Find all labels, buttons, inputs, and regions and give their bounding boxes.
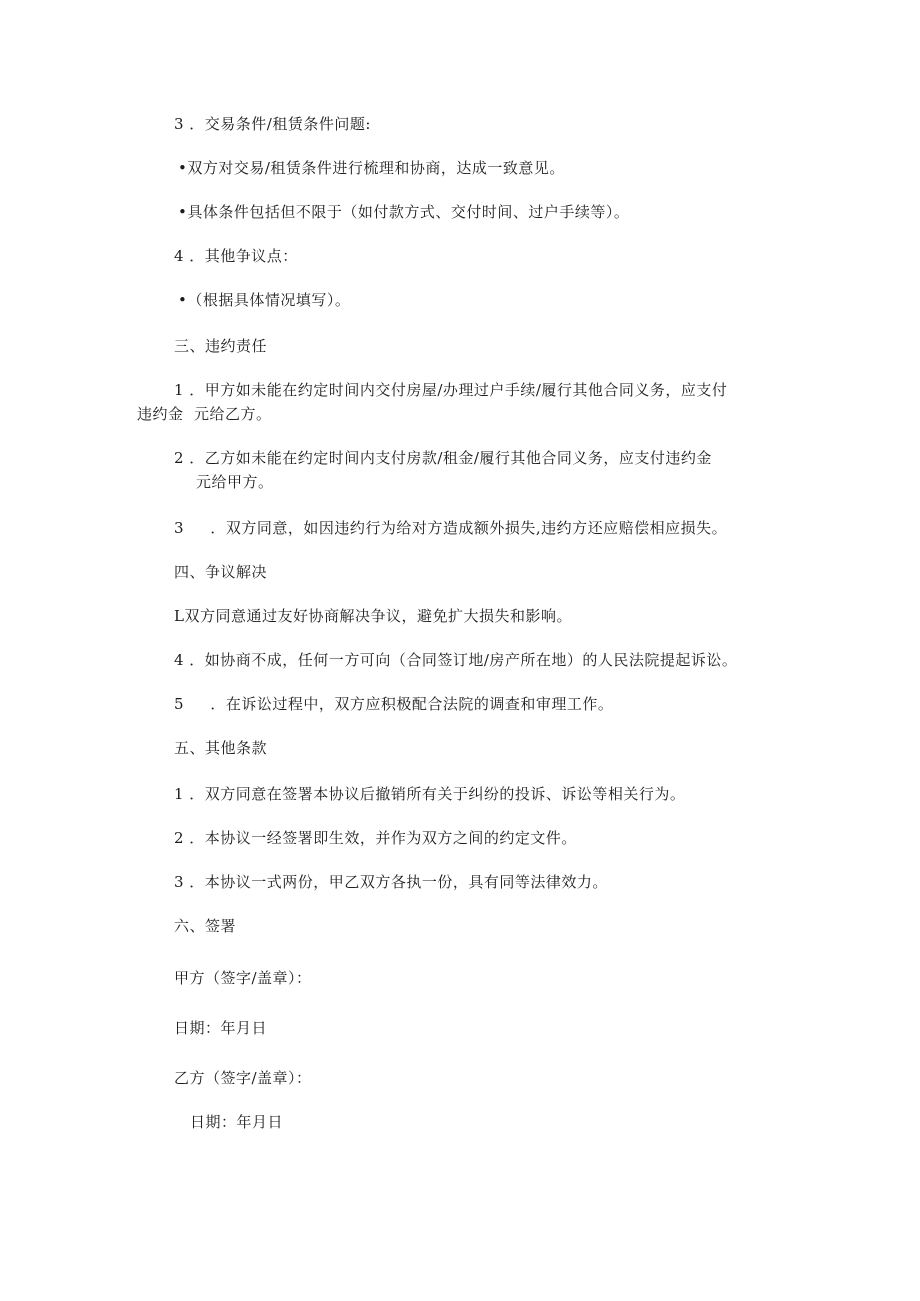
paragraph-line: 元给甲方。 (196, 473, 274, 491)
party-b-signature-label: 乙方（签字/盖章）： (174, 1069, 312, 1087)
paragraph-line: 2 ．本协议一经签署即生效，并作为双方之间的约定文件。 (174, 829, 577, 847)
paragraph-line: 3 ．本协议一式两份，甲乙双方各执一份，具有同等法律效力。 (174, 873, 608, 891)
bullet-line: •双方对交易/租赁条件进行梳理和协商，达成一致意见。 (178, 159, 565, 177)
paragraph-line: 2 ．乙方如未能在约定时间内支付房款/租金/履行其他合同义务，应支付违约金 (174, 449, 712, 467)
bullet-line: •具体条件包括但不限于（如付款方式、交付时间、过户手续等）。 (178, 203, 630, 221)
section-heading: 三、违约责任 (174, 337, 268, 355)
paragraph-line: 4 ．如协商不成，任何一方可向（合同签订地/房产所在地）的人民法院提起诉讼。 (174, 651, 738, 669)
party-b-date-label: 日期：年月日 (190, 1113, 284, 1131)
section-heading: 五、其他条款 (174, 739, 268, 757)
paragraph-line: 1 ．甲方如未能在约定时间内交付房屋/办理过户手续/履行其他合同义务，应支付 (174, 381, 728, 399)
clause-4-heading: 4 ．其他争议点： (174, 247, 298, 265)
section-heading: 六、签署 (174, 917, 237, 935)
bullet-line: •（根据具体情况填写）。 (178, 291, 351, 309)
paragraph-line: 5 ．在诉讼过程中，双方应积极配合法院的调查和审理工作。 (174, 695, 614, 713)
paragraph-line: 违约金 元给乙方。 (137, 405, 272, 423)
paragraph-line: 3 ．双方同意，如因违约行为给对方造成额外损失,违约方还应赔偿相应损失。 (174, 519, 728, 537)
party-a-date-label: 日期：年月日 (174, 1019, 268, 1037)
paragraph-line: L双方同意通过友好协商解决争议，避免扩大损失和影响。 (174, 607, 572, 625)
section-heading: 四、争议解决 (174, 563, 268, 581)
clause-3-heading: 3 ．交易条件/租赁条件问题: (174, 115, 371, 133)
party-a-signature-label: 甲方（签字/盖章）： (174, 969, 312, 987)
paragraph-line: 1 ．双方同意在签署本协议后撤销所有关于纠纷的投诉、诉讼等相关行为。 (174, 785, 686, 803)
